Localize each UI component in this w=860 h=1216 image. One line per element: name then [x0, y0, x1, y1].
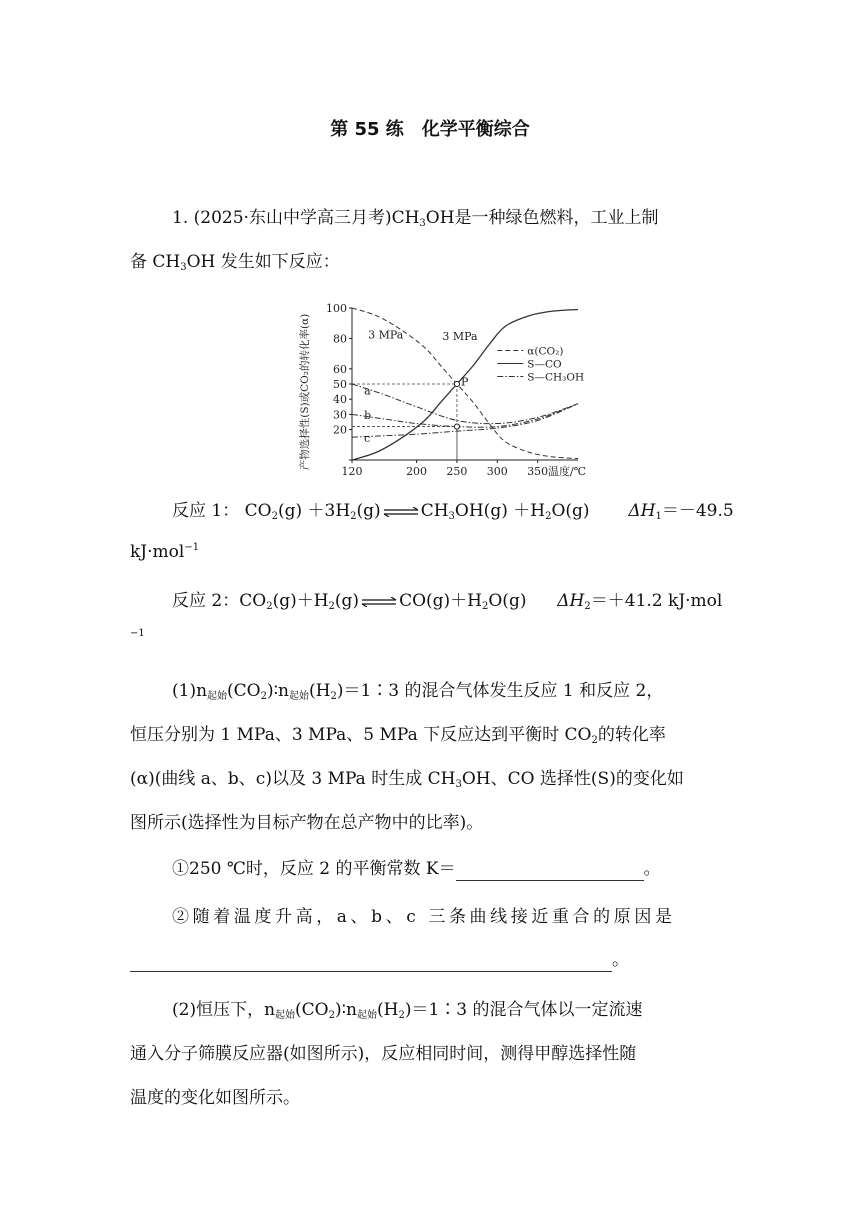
- reaction-label: 反应 1：: [172, 501, 240, 521]
- q1-intro-line2: [130, 250, 340, 274]
- formula-text: OH: [425, 208, 455, 228]
- subscript: 2: [266, 601, 273, 612]
- curve-label-b: b: [364, 408, 372, 422]
- text: OH 发生如下反应：: [186, 252, 340, 272]
- chart-axes: [298, 302, 586, 478]
- unit-text: kJ·mol: [130, 542, 185, 562]
- part2-line3: 温度的变化如图所示。: [130, 1088, 300, 1108]
- formula-text: CH: [391, 208, 420, 228]
- text: OH、CO 选择性(S)的变化如: [461, 769, 684, 789]
- text: )＝1∶3 的混合气体发生反应 1 和反应 2，: [336, 681, 664, 701]
- reaction-2-unit-sup: [130, 622, 145, 646]
- q1-source: (2025·东山中学高三月考): [193, 208, 392, 228]
- text: )＝1∶3 的混合气体以一定流速: [404, 1000, 643, 1020]
- equilibrium-arrow-icon: [361, 597, 397, 607]
- chart-svg: [296, 288, 596, 486]
- part1-question-1: [172, 857, 661, 881]
- legend-label: S—CO: [527, 358, 562, 371]
- x-tick-label: 250: [446, 465, 468, 478]
- y-tick-label: 80: [333, 332, 347, 346]
- formula-text: (g): [356, 501, 381, 521]
- subscript: 2: [398, 1010, 405, 1021]
- point-label-p: P: [460, 375, 469, 389]
- part1-question-2-blank-line: [130, 948, 629, 972]
- text: )∶n: [266, 681, 289, 701]
- q1-intro-line1: [172, 206, 659, 230]
- text: 。: [612, 950, 629, 970]
- formula-text: CH: [420, 501, 449, 521]
- formula-text: OH(g) ＋H: [454, 501, 546, 521]
- reaction-1-unit: [130, 540, 199, 564]
- subscript: 2: [591, 735, 598, 746]
- legend-label: α(CO₂): [527, 345, 564, 358]
- x-tick-label: 300: [486, 465, 508, 478]
- x-tick-label: 200: [406, 465, 428, 478]
- subscript: 起始: [275, 1010, 296, 1021]
- part1-question-2: ②随着温度升高，a、b、c 三条曲线接近重合的原因是: [172, 907, 676, 927]
- part1-line4: 图所示(选择性为目标产物在总产物中的比率)。: [130, 813, 484, 833]
- enthalpy-value: ＝－49.5: [661, 501, 734, 521]
- y-tick-label: 50: [333, 378, 347, 391]
- reaction-1: [172, 499, 734, 523]
- text: 备 CH: [130, 252, 181, 272]
- answer-blank[interactable]: [130, 953, 612, 972]
- data-point: [454, 381, 459, 386]
- q1-number: 1.: [172, 208, 189, 228]
- subscript: 3: [419, 218, 426, 229]
- text: (2)恒压下，n: [172, 1000, 276, 1020]
- text: (CO: [295, 1000, 329, 1020]
- annotation-3mpa-right: 3 MPa: [442, 329, 478, 343]
- subscript: 2: [545, 511, 552, 522]
- page-title: 第 55 练 化学平衡综合: [330, 119, 530, 140]
- text: (α)(曲线 a、b、c)以及 3 MPa 时生成 CH: [130, 769, 456, 789]
- curve-label-c: c: [364, 431, 371, 445]
- text: (1)n: [172, 681, 208, 701]
- x-axis-label: 温度/℃: [548, 465, 587, 478]
- formula-text: (g) ＋3H: [277, 501, 351, 521]
- legend-label: S—CH₃OH: [527, 371, 585, 384]
- subscript: 2: [482, 601, 489, 612]
- x-tick-label: 120: [341, 465, 363, 478]
- y-tick-label: 100: [326, 302, 347, 315]
- superscript: −1: [130, 628, 145, 639]
- subscript: 2: [350, 511, 357, 522]
- enthalpy-symbol: ΔH: [628, 501, 656, 521]
- enthalpy-symbol: ΔH: [557, 591, 585, 611]
- enthalpy-value: ＝＋41.2 kJ·mol: [590, 591, 723, 611]
- answer-blank[interactable]: [456, 862, 644, 881]
- x-tick-label: 350: [527, 465, 549, 478]
- equilibrium-chart: [296, 288, 596, 486]
- text: (H: [377, 1000, 399, 1020]
- formula-text: CO: [244, 501, 272, 521]
- subscript: 2: [584, 601, 591, 612]
- series-line-c: [352, 404, 578, 437]
- subscript: 起始: [207, 691, 228, 702]
- annotation-3mpa-left: 3 MPa: [368, 328, 404, 342]
- text: (CO: [227, 681, 261, 701]
- part2-line2: 通入分子筛膜反应器(如图所示)，反应相同时间，测得甲醇选择性随: [130, 1044, 637, 1064]
- chart-labels: [364, 328, 584, 444]
- text: 的转化率: [597, 725, 666, 745]
- subscript: 2: [271, 511, 278, 522]
- formula-text: (g)＋H: [272, 591, 329, 611]
- formula-text: O(g): [488, 591, 527, 611]
- formula-text: CO(g)＋H: [399, 591, 482, 611]
- subscript: 3: [455, 779, 462, 790]
- superscript: −1: [184, 542, 200, 553]
- y-tick-label: 20: [333, 423, 347, 437]
- subscript: 起始: [357, 1010, 377, 1021]
- subscript: 2: [330, 691, 337, 702]
- text: 恒压分别为 1 MPa、3 MPa、5 MPa 下反应达到平衡时 CO: [130, 725, 592, 745]
- series-line-a: [352, 384, 578, 424]
- text: (H: [309, 681, 331, 701]
- formula-text: CO: [239, 591, 267, 611]
- subscript: 1: [655, 511, 662, 522]
- text: )∶n: [334, 1000, 357, 1020]
- equilibrium-arrow-icon: [383, 507, 419, 517]
- part2-line1: [172, 998, 643, 1022]
- question-text: ①250 ℃时，反应 2 的平衡常数 K＝: [172, 859, 456, 879]
- y-tick-label: 40: [333, 393, 347, 407]
- formula-text: (g): [334, 591, 360, 611]
- subscript: 2: [260, 691, 267, 702]
- y-tick-label: 60: [333, 362, 347, 376]
- reaction-label: 反应 2：: [172, 591, 240, 611]
- part1-line3: [130, 767, 684, 791]
- text: 是一种绿色燃料，工业上制: [454, 208, 659, 228]
- subscript: 起始: [289, 691, 309, 702]
- part1-line2: [130, 723, 666, 747]
- subscript: 3: [180, 262, 187, 273]
- subscript: 2: [328, 601, 335, 612]
- subscript: 3: [448, 511, 455, 522]
- part1-line1: [172, 679, 663, 703]
- curve-label-a: a: [364, 384, 371, 398]
- reaction-2: [172, 589, 722, 613]
- data-point: [454, 424, 459, 429]
- y-axis-label: 产物选择性(S)或CO₂的转化率(α): [299, 313, 311, 471]
- y-tick-label: 30: [333, 408, 347, 422]
- subscript: 2: [328, 1010, 335, 1021]
- text: 。: [643, 859, 661, 879]
- formula-text: O(g): [551, 501, 590, 521]
